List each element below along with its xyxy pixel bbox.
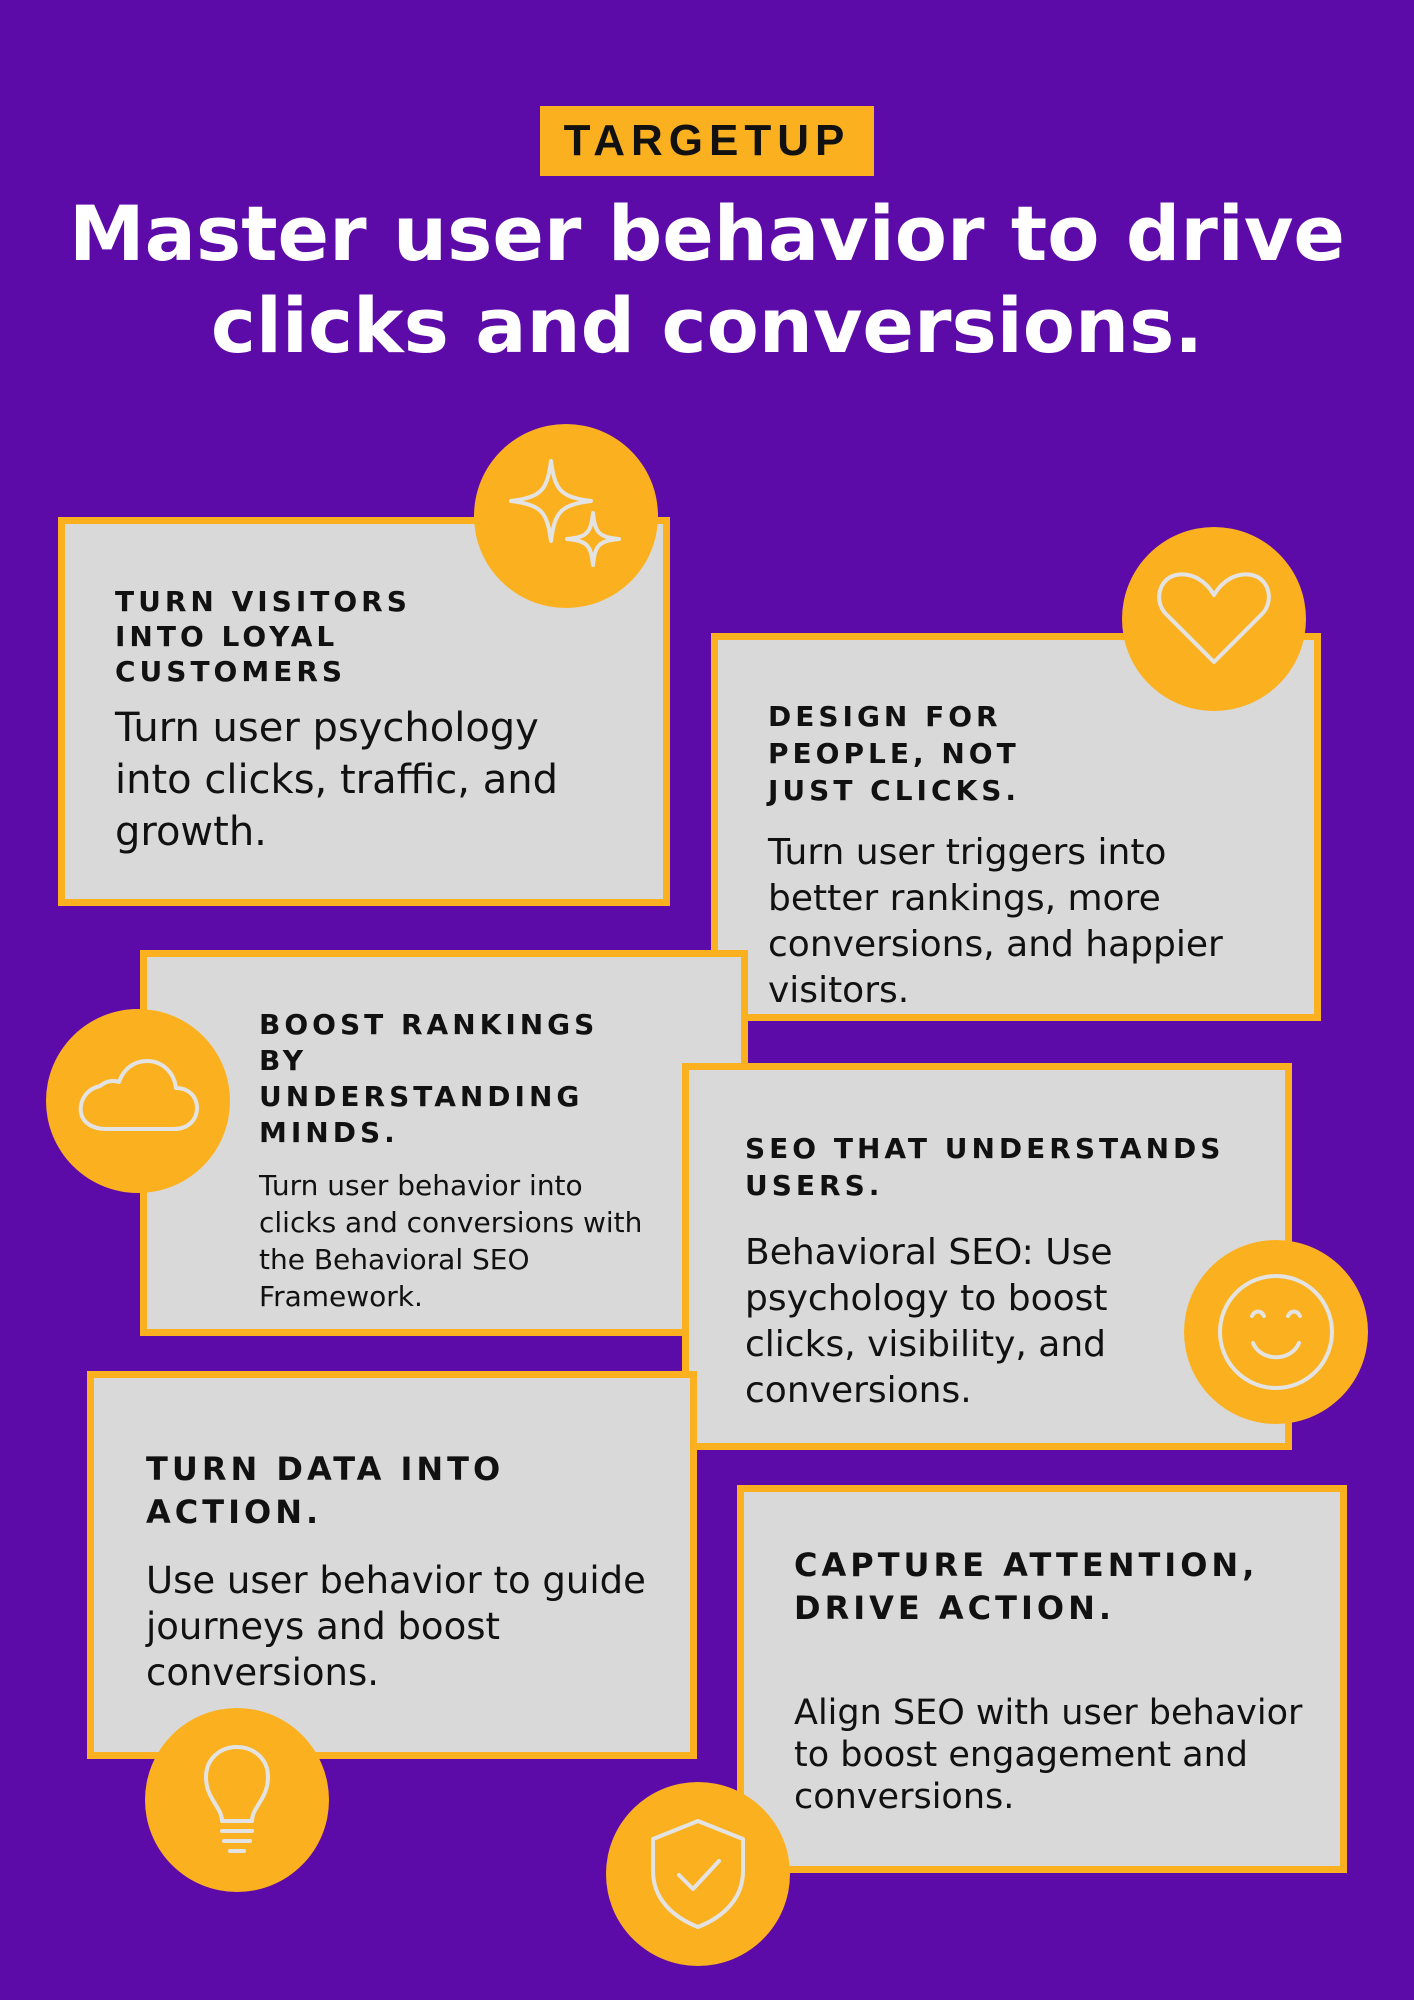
lightbulb-badge — [145, 1708, 329, 1892]
card-title: DESIGN FOR PEOPLE, NOT JUST CLICKS. — [768, 700, 1021, 807]
lightbulb-icon — [172, 1735, 302, 1865]
card-body: Use user behavior to guide journeys and boost conversions. — [146, 1559, 646, 1694]
card-title: CAPTURE ATTENTION, DRIVE ACTION. — [794, 1546, 1259, 1627]
card-title: TURN VISITORS INTO LOYAL CUSTOMERS — [115, 585, 411, 688]
card-seo-understands — [682, 1063, 1292, 1450]
smiley-badge — [1184, 1240, 1368, 1424]
card-body: Turn user behavior into clicks and conversions with the Behavioral SEO Framework. — [259, 1169, 643, 1313]
card-body: Turn user psychology into clicks, traffic, and growth. — [115, 705, 558, 855]
card-title: SEO THAT UNDERSTANDS USERS. — [745, 1132, 1225, 1202]
card-body: Turn user triggers into better rankings, more conversions, and happier visitors. — [768, 832, 1223, 1011]
cloud-icon — [73, 1036, 203, 1166]
brand-label: TARGETUP — [540, 106, 874, 176]
card-body: Align SEO with user behavior to boost engagement and conversions. — [794, 1693, 1303, 1817]
sparkle-icon — [501, 451, 631, 581]
card-boost-rankings — [140, 950, 748, 1336]
cloud-badge — [46, 1009, 230, 1193]
card-capture-attention — [737, 1485, 1347, 1873]
sparkle-badge — [474, 424, 658, 608]
card-title: BOOST RANKINGS BY UNDERSTANDING MINDS. — [259, 1008, 599, 1149]
page-headline: Master user behavior to drive clicks and conversions. — [69, 189, 1345, 370]
smiley-icon — [1211, 1267, 1341, 1397]
shield-check-icon — [633, 1809, 763, 1939]
heart-icon — [1149, 554, 1279, 684]
card-body: Behavioral SEO: Use psychology to boost clicks, visibility, and conversions. — [745, 1232, 1113, 1411]
shield-badge — [606, 1782, 790, 1966]
card-title: TURN DATA INTO ACTION. — [146, 1450, 505, 1531]
heart-badge — [1122, 527, 1306, 711]
card-data-into-action — [87, 1371, 697, 1759]
